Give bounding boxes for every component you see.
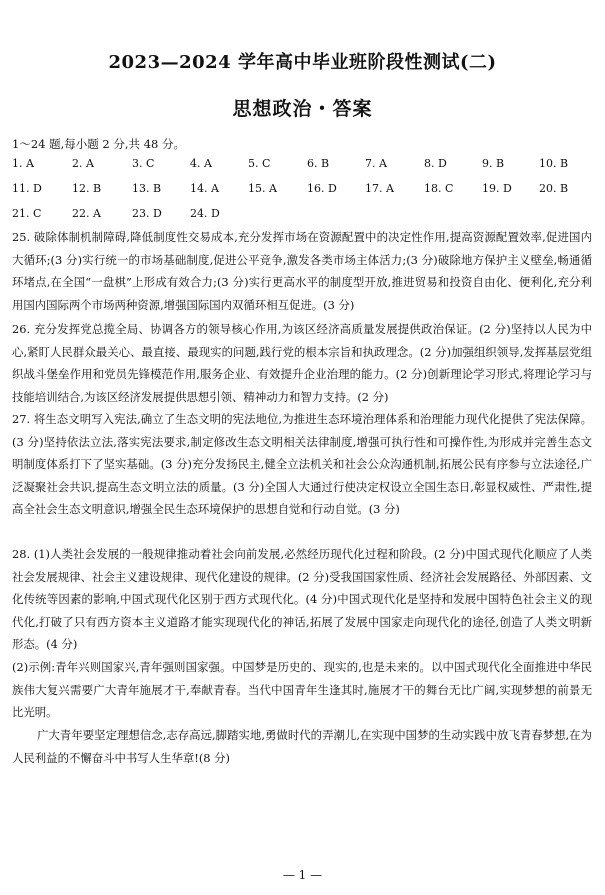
choice-answer: 14. A xyxy=(190,182,219,195)
choice-row xyxy=(12,182,602,207)
choice-row xyxy=(12,157,602,182)
choice-answer: 13. B xyxy=(132,182,162,195)
choice-answer-grid xyxy=(12,157,602,232)
choice-answer: 16. D xyxy=(307,182,337,195)
choice-answer: 8. D xyxy=(424,157,447,170)
choice-answer: 22. A xyxy=(72,207,101,220)
choice-answer: 11. D xyxy=(12,182,42,195)
choice-answer: 20. B xyxy=(539,182,569,195)
answer-q26: 26. 充分发挥党总揽全局、协调各方的领导核心作用,为该区经济高质量发展提供政治保证。(2 分)坚持以人民为中心,紧盯人民群众最关心、最直接、最现实的问题,践行党的根本宗旨和执政理念。(2 分)加强组织领导,发挥基层党组织战斗堡垒作用和党员先锋模范作用,服务企业、有效提升企业治理的能力。(2 分)创新理论学习形式,将理论学习与技能培训结合,为该区经济发展提供思想引领、精神动力和智力支持。(2 分) xyxy=(12,322,592,404)
choice-answer: 12. B xyxy=(72,182,102,195)
answer-q25: 25. 破除体制机制障碍,降低制度性交易成本,充分发挥市场在资源配置中的决定性作用,提高资源配置效率,促进国内大循环;(3 分)实行统一的市场基础制度,促进公平竞争,激发各类市场主体活力;(3 分)破除地方保护主义壁垒,畅通循环堵点,在全国“一盘棋”上形成有效合力;(3 分)实行更高水平的制度型开放,推进贸易和投资自由化、便利化,充分利用国内国际两个市场两种资源,增强国际国内双循环相互促进。(3 分) xyxy=(12,230,592,312)
page-title: 2023—2024 学年高中毕业班阶段性测试(二) xyxy=(108,52,497,73)
choice-answer: 18. C xyxy=(424,182,454,195)
choice-answer: 9. B xyxy=(482,157,505,170)
answer-q28-part2: (2)示例:青年兴则国家兴,青年强则国家强。中国梦是历史的、现实的,也是未来的。以中国式现代化全面推进中华民族伟大复兴需要广大青年施展才干,奉献青春。当代中国青年生逢其时,施展才干的舞台无比广阔,实现梦想的前景无比光明。 xyxy=(12,660,592,720)
choice-answer: 4. A xyxy=(190,157,212,170)
answer-q28-part2-continued: 广大青年要坚定理想信念,志存高远,脚踏实地,勇做时代的弄潮儿,在实现中国梦的生动实践中放飞青春梦想,在为人民利益的不懈奋斗中书写人生华章!(8 分) xyxy=(12,728,592,765)
choice-answer: 1. A xyxy=(12,157,34,170)
choice-intro: 1～24 题,每小题 2 分,共 48 分。 xyxy=(12,137,185,151)
choice-answer: 10. B xyxy=(539,157,569,170)
choice-answer: 7. A xyxy=(365,157,387,170)
choice-answer: 24. D xyxy=(190,207,220,220)
choice-answer: 3. C xyxy=(132,157,155,170)
choice-answer: 5. C xyxy=(248,157,271,170)
answer-q27: 27. 将生态文明写入宪法,确立了生态文明的宪法地位,为推进生态环境治理体系和治理能力现代化提供了宪法保障。(3 分)坚持依法立法,落实宪法要求,制定修改生态文明相关法律制度,增强可执行性和可操作性,为形成并完善生态文明制度体系打下了坚实基础。(3 分)充分发扬民主,健全立法机关和社会公众沟通机制,拓展公民有序参与立法途径,广泛凝聚社会共识,提高生态文明立法的质量。(3 分)全国人大通过行使决定权设立全国生态日,彰显权威性、严肃性,提高全社会生态文明意识,增强全民生态环境保护的思想自觉和行动自觉。(3 分) xyxy=(12,412,592,517)
choice-answer: 17. A xyxy=(365,182,394,195)
page-number: — 1 — xyxy=(282,868,323,882)
choice-answer: 21. C xyxy=(12,207,42,220)
choice-answer: 6. B xyxy=(307,157,330,170)
choice-answer: 23. D xyxy=(132,207,162,220)
page-subtitle: 思想政治・答案 xyxy=(232,98,373,120)
choice-answer: 2. A xyxy=(72,157,94,170)
answer-q28-part1: 28. (1)人类社会发展的一般规律推动着社会向前发展,必然经历现代化过程和阶段。(2 分)中国式现代化顺应了人类社会发展规律、社会主义建设规律、现代化建设的规律。(2 分)受我国国家性质、经济社会发展路径、外部因素、文化传统等因素的影响,中国式现代化区别于西方式现代化。(4 分)中国式现代化是坚持和发展中国特色社会主义的现代化,打破了只有西方资本主义道路才能实现现代化的神话,拓展了发展中国家走向现代化的途径,创造了人类文明新形态。(4 分) xyxy=(12,547,592,652)
choice-answer: 19. D xyxy=(482,182,512,195)
choice-answer: 15. A xyxy=(248,182,277,195)
